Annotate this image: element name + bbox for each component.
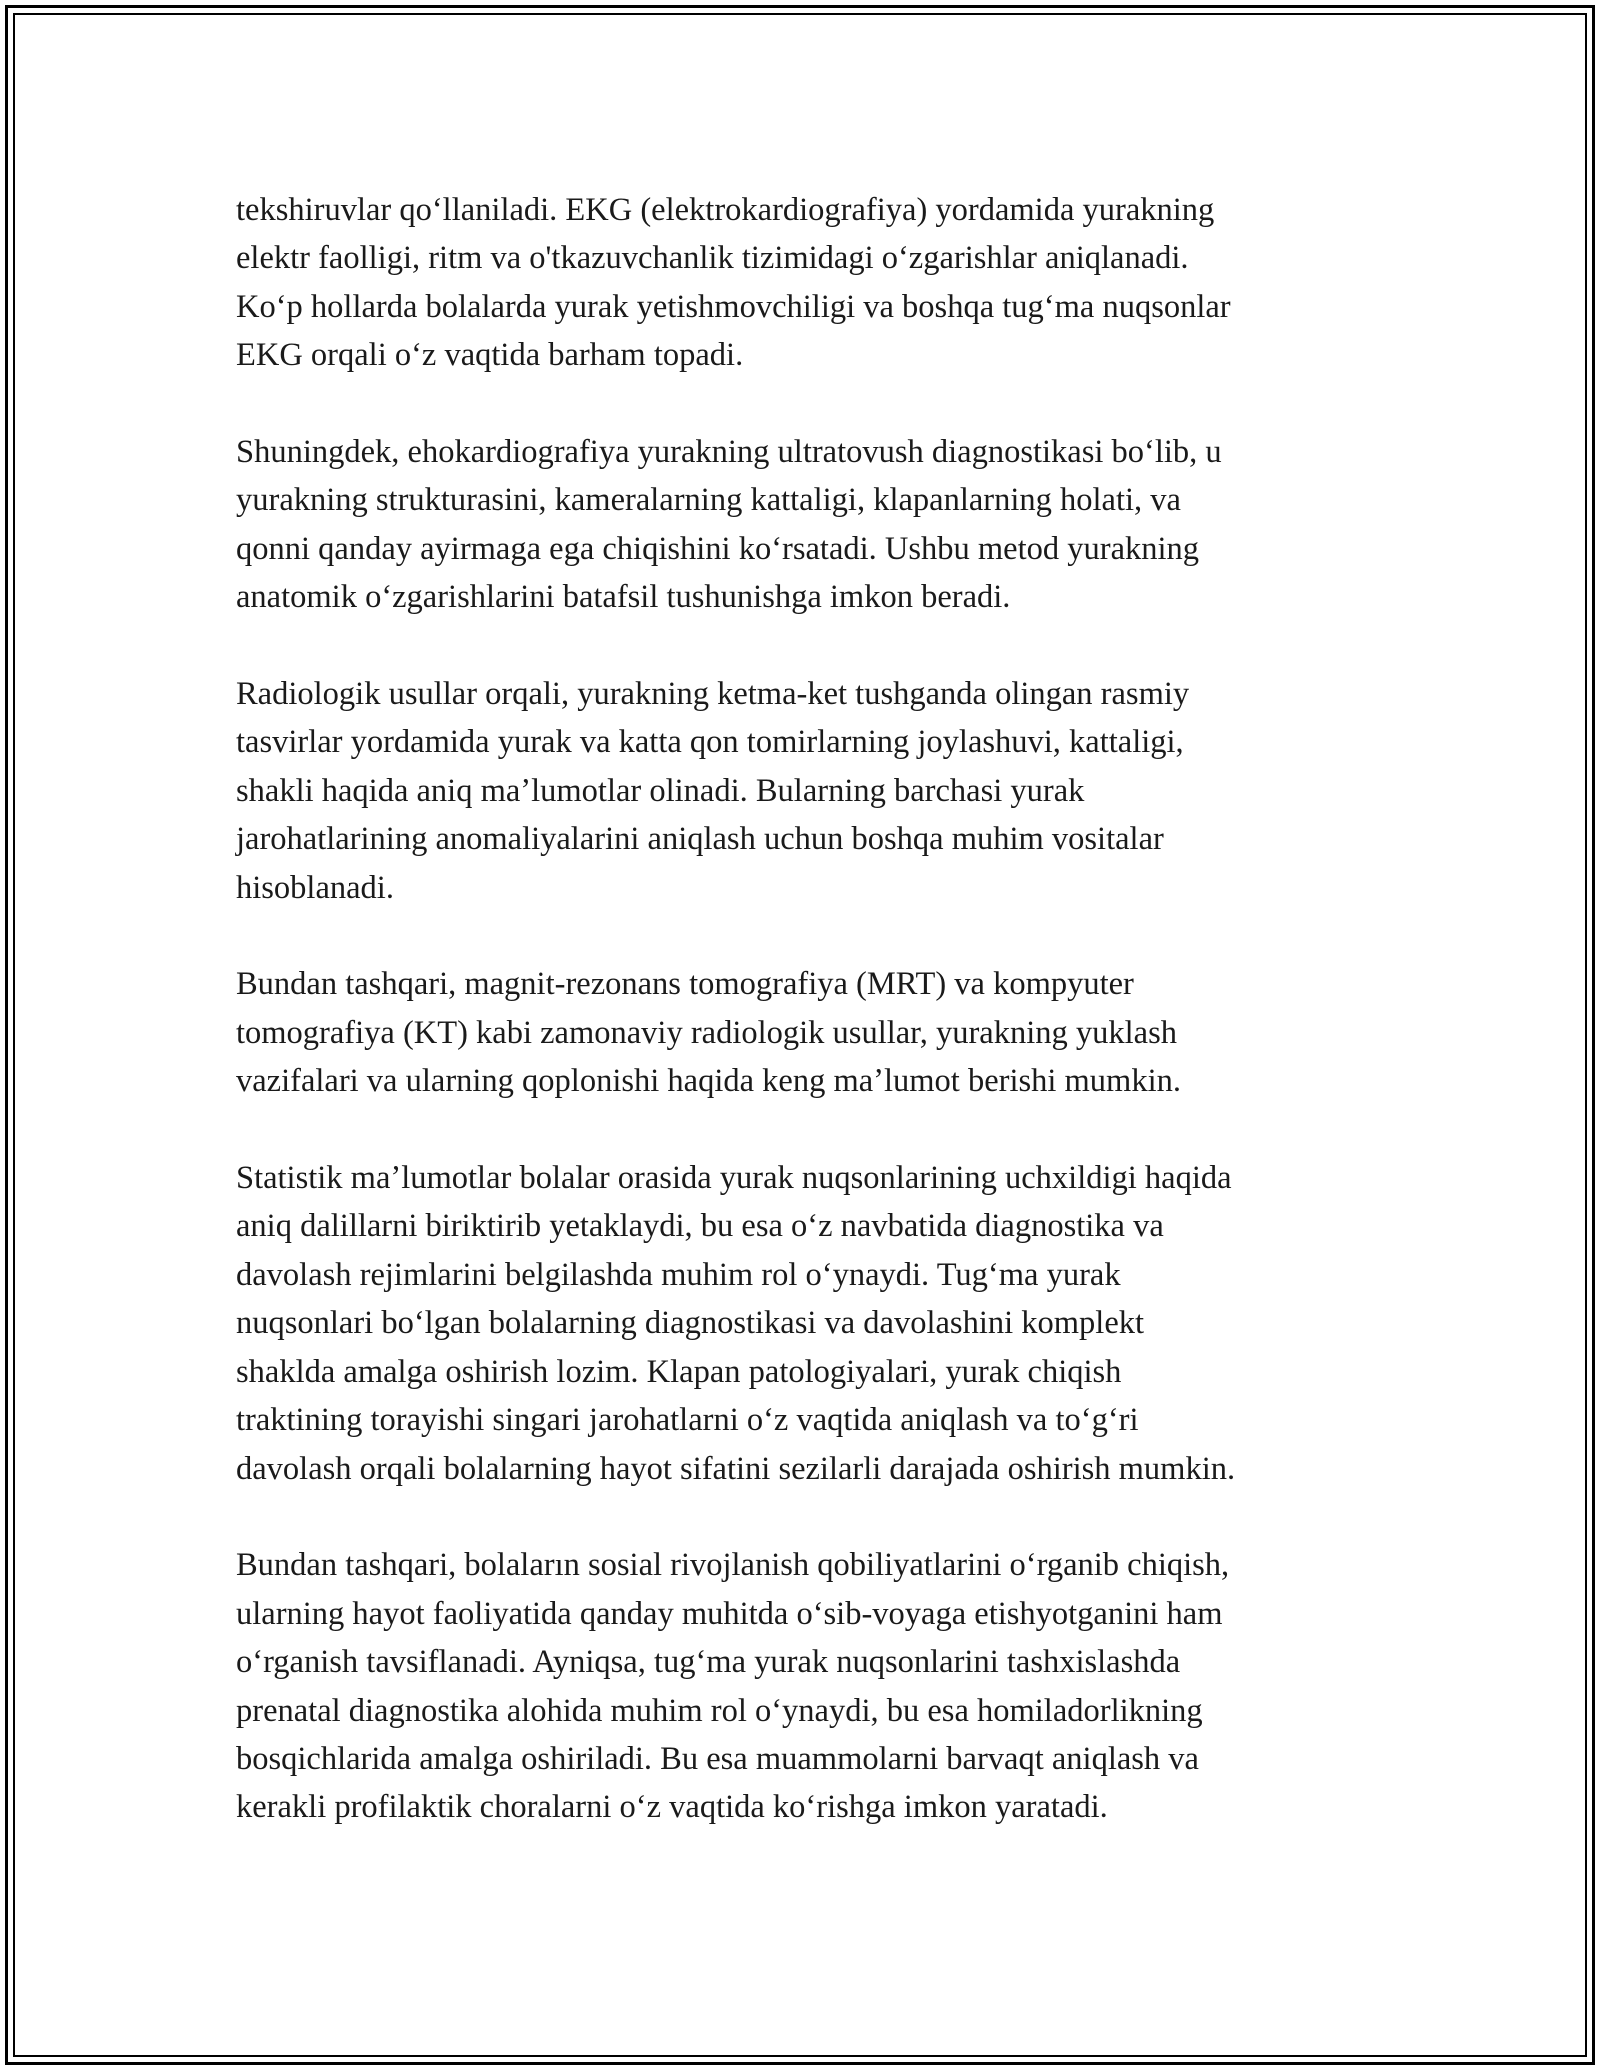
text-line: traktining torayishi singari jarohatlarni oʻz vaqtida aniqlash va toʻgʻri (236, 1402, 1139, 1439)
text-line: tomografiya (KT) kabi zamonaviy radiologik usullar, yurakning yuklash (236, 1014, 1177, 1051)
paragraph-1 (236, 186, 1386, 380)
text-line: nuqsonlari boʻlgan bolalarning diagnostikasi va davolashini komplekt (236, 1305, 1145, 1342)
text-line: bosqichlarida amalga oshiriladi. Bu esa muammolarni barvaqt aniqlash va (236, 1740, 1199, 1777)
paragraph-3 (236, 670, 1386, 912)
paragraph-2 (236, 428, 1386, 622)
text-line: davolash orqali bolalarning hayot sifatini sezilarli darajada oshirish mumkin. (236, 1450, 1236, 1487)
text-line: vazifalari va ularning qoplonishi haqida keng maʼlumot berishi mumkin. (236, 1063, 1181, 1100)
document-body (236, 186, 1386, 1880)
text-line: ularning hayot faoliyatida qanday muhitda oʻsib-voyaga etishyotganini ham (236, 1595, 1223, 1632)
text-line: Radiologik usullar orqali, yurakning ketma-ket tushganda olingan rasmiy (236, 676, 1190, 713)
paragraph-6 (236, 1541, 1386, 1831)
text-line: kerakli profilaktik choralarni oʻz vaqtida koʻrishga imkon yaratadi. (236, 1789, 1108, 1826)
text-line: aniq dalillarni biriktirib yetaklaydi, bu esa oʻz navbatida diagnostika va (236, 1208, 1164, 1245)
text-line: qonni qanday ayirmaga ega chiqishini koʻrsatadi. Ushbu metod yurakning (236, 530, 1200, 567)
text-line: prenatal diagnostika alohida muhim rol oʻynaydi, bu esa homiladorlikning (236, 1692, 1203, 1729)
text-line: elektr faolligi, ritm va o'tkazuvchanlik tizimidagi oʻzgarishlar aniqlanadi. (236, 240, 1189, 277)
text-line: yurakning strukturasini, kameralarning kattaligi, klapanlarning holati, va (236, 482, 1181, 519)
text-line: davolash rejimlarini belgilashda muhim rol oʻynaydi. Tugʻma yurak (236, 1256, 1121, 1293)
text-line: hisoblanadi. (236, 869, 394, 906)
text-line: tasvirlar yordamida yurak va katta qon tomirlarning joylashuvi, kattaligi, (236, 724, 1184, 761)
paragraph-5 (236, 1154, 1386, 1493)
text-line: Bundan tashqari, bolaların sosial rivojlanish qobiliyatlarini oʻrganib chiqish, (236, 1547, 1230, 1584)
text-line: Shuningdek, ehokardiografiya yurakning ultratovush diagnostikasi boʻlib, u (236, 434, 1222, 471)
text-line: Koʻp hollarda bolalarda yurak yetishmovchiligi va boshqa tugʻma nuqsonlar (236, 288, 1231, 325)
text-line: Bundan tashqari, magnit-rezonans tomografiya (MRT) va kompyuter (236, 966, 1134, 1003)
paragraph-4 (236, 960, 1386, 1105)
text-line: jarohatlarining anomaliyalarini aniqlash uchun boshqa muhim vositalar (236, 821, 1164, 858)
text-line: EKG orqali oʻz vaqtida barham topadi. (236, 337, 744, 374)
text-line: anatomik oʻzgarishlarini batafsil tushunishga imkon beradi. (236, 579, 1011, 616)
text-line: shaklda amalga oshirish lozim. Klapan patologiyalari, yurak chiqish (236, 1353, 1122, 1390)
text-line: oʻrganish tavsiflanadi. Ayniqsa, tugʻma yurak nuqsonlarini tashxislashda (236, 1644, 1181, 1681)
text-line: shakli haqida aniq maʼlumotlar olinadi. Bularning barchasi yurak (236, 772, 1085, 809)
text-line: tekshiruvlar qoʻllaniladi. EKG (elektrokardiografiya) yordamida yurakning (236, 192, 1215, 228)
text-line: Statistik maʼlumotlar bolalar orasida yurak nuqsonlarining uchxildigi haqida (236, 1160, 1232, 1197)
